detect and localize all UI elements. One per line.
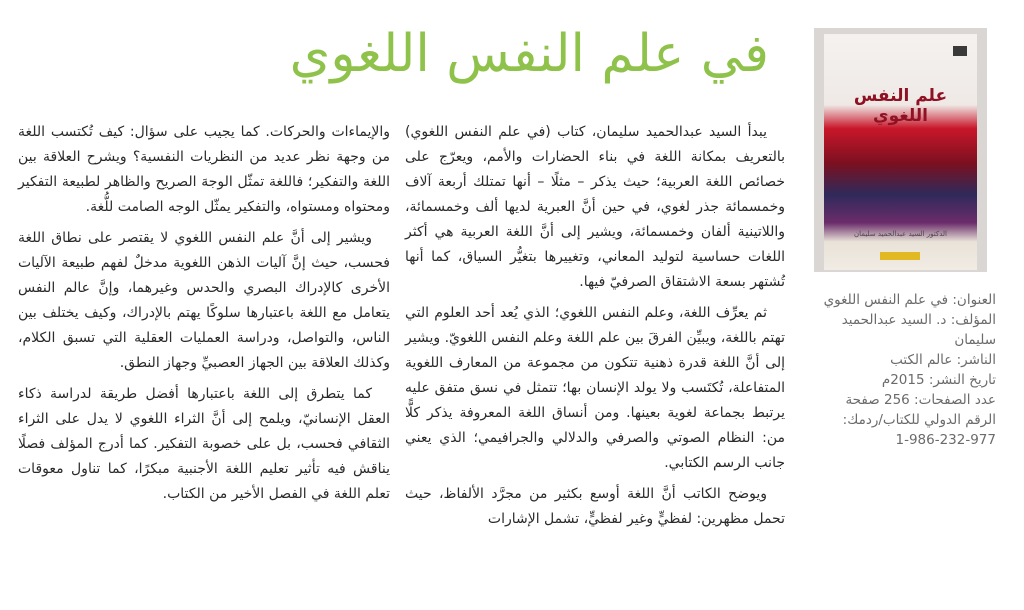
book-info-isbn: 1-986-232-977: [895, 432, 996, 448]
paragraph: ثم يعرِّف اللغة، وعلم النفس اللغوي؛ الذي يُعد أحد العلوم التي تهتم باللغة، ويبيِّن الفرقَ بين علم اللغة وعلم النفس اللغويّ. ويشير إلى أنَّ اللغة قدرة ذهنية تتكون من مجموعة من المعارف اللغوية المتفاعلة، تُكتَسب ولا يولد الإنسان بها؛ تتمثل في نسق متفق عليه يرتبط بجماعة لغوية بعينها. ومن أنساق اللغة المعروفة يذكر كلًّا من: النظام الصوتي والصرفي والدلالي والجرافيمي؛ الذي يعني جانب الرسم الكتابي.: [405, 305, 785, 471]
paragraph: يبدأ السيد عبدالحميد سليمان، كتاب (في علم النفس اللغوي) بالتعريف بمكانة اللغة في بناء الحضارات والأمم، ويعرّج على خصائص اللغة العربية؛ حيث يذكر – مثلًا – أنها تمتلك أربعة آلاف وخمسمائة جذر لغوي، في حين أنَّ العبرية لديها ألف وخمسمائة، واللاتينية ألفان وخمسمائة، ويشير إلى أنَّ اللغة العربية هي أكثر اللغات حساسية لتوليد المعاني، وتغييرها بتغيُّر السياق، كما أنها تُشتهر بسعة الاشتقاق الصرفيّ فيها.: [405, 124, 785, 290]
book-info-author: المؤلف: د. السيد عبدالحميد سليمان: [841, 312, 996, 348]
paragraph: والإيماءات والحركات. كما يجيب على سؤال: كيف تُكتسب اللغة من وجهة نظر عديد من النظريات النفسية؟ ويشرح العلاقة بين اللغة والتفكير؛ فاللغة تمثّل الوجهَ الصريح والظاهر لطبيعة التفكير ومحتواه ومستواه، والتفكير يمثّل الوجه الصامت للُّغة.: [18, 124, 390, 215]
cover-title: علم النفس اللغوي: [853, 86, 948, 126]
paragraph: ويشير إلى أنَّ علم النفس اللغوي لا يقتصر على نطاق اللغة فحسب، حيث إنَّ آليات الذهن اللغوية مدخلٌ لفهم طبيعة الآليات الأخرى كالإدراك البصري والحدس وغيرهما، وإنَّ عالم النفس يتعامل مع اللغة باعتبارها سلوكًا يهتم بالإدراك، وكيف يختلف بين الناس، والتواصل، ودراسة العمليات العقلية التي تسبق الكلام، وكذلك العلاقة بين الجهاز العصبيِّ وجهاز النطق.: [18, 230, 390, 371]
book-info-title: العنوان: في علم النفس اللغوي: [823, 292, 996, 308]
paragraph: كما يتطرق إلى اللغة باعتبارها أفضل طريقة لدراسة ذكاء العقل الإنسانيّ، ويلمح إلى أنَّ الثراء اللغوي لا يدل على الثراء الثقافي فحسب، بل على خصوبة التفكير. كما أدرج المؤلف فصلًا يناقش فيه تأثير تعليم اللغة الأجنبية مبكرًا، كما تناول معوقات تعلم اللغة في الفصل الأخير من الكتاب.: [18, 386, 390, 502]
book-info-pages: عدد الصفحات: 256 صفحة: [845, 392, 996, 408]
book-cover-image: [814, 28, 987, 272]
book-info-date: تاريخ النشر: 2015م: [881, 372, 996, 388]
publisher-logo-icon: [953, 46, 967, 56]
paragraph: ويوضح الكاتب أنَّ اللغة أوسع بكثير من مجرَّد الألفاظ، حيث تحمل مظهرين: لفظيٍّ وغير لفظيٍّ، تشمل الإشارات: [405, 486, 785, 527]
cover-publisher-mark-icon: [880, 252, 920, 260]
cover-author: الدكتور السيد عبدالحميد سليمان: [854, 230, 947, 238]
article-title: في علم النفس اللغوي: [289, 24, 769, 84]
article-column-left: [18, 120, 390, 513]
cover-artwork: [824, 34, 977, 270]
book-info-publisher: الناشر: عالم الكتب: [890, 352, 996, 368]
book-info-isbn-label: الرقم الدولي للكتاب/ردمك:: [842, 412, 996, 428]
book-info-panel: [800, 290, 996, 450]
article-column-right: [405, 120, 785, 538]
